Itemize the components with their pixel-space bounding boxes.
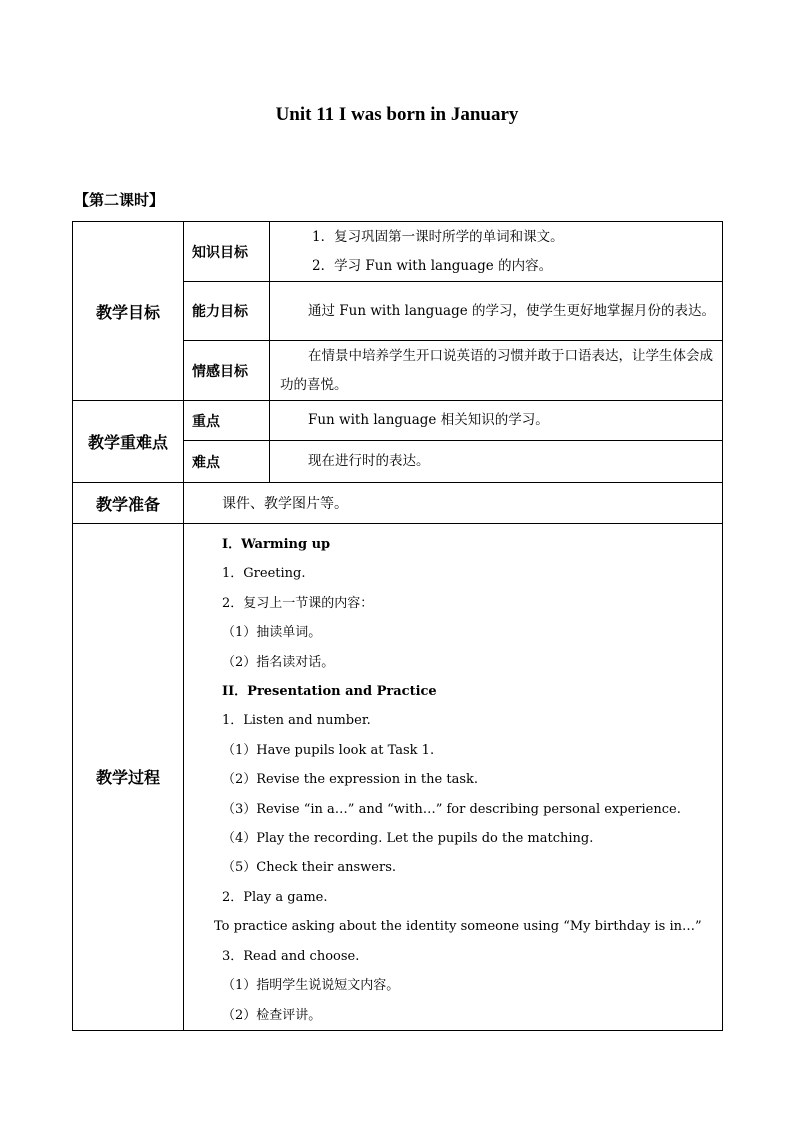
- category-process: 教学过程: [73, 524, 184, 1031]
- emotion-objective-text: 在情景中培养学生开口说英语的习惯并敢于口语表达，让学生体会成功的喜悦。: [270, 341, 723, 401]
- knowledge-line-1: 1．复习巩固第一课时所学的单词和课文。: [312, 228, 564, 245]
- label-key-point: 重点: [184, 401, 270, 441]
- process-line: （4）Play the recording. Let the pupils do the matching.: [222, 831, 594, 847]
- process-line: （2）指名读对话。: [222, 654, 335, 670]
- label-ability-objective: 能力目标: [184, 282, 270, 341]
- label-difficult-point: 难点: [184, 441, 270, 483]
- row-process: [73, 524, 723, 1031]
- row-preparation: [73, 483, 723, 524]
- process-line: （1）抽读单词。: [222, 625, 322, 641]
- process-line: （1）Have pupils look at Task 1.: [222, 742, 435, 758]
- process-line: （5）Check their answers.: [222, 860, 397, 876]
- process-line: （3）Revise “in a…” and “with…” for describing personal experience.: [222, 801, 681, 817]
- category-preparation: 教学准备: [73, 483, 184, 524]
- ability-objective-text: 通过 Fun with language 的学习，使学生更好地掌握月份的表达。: [270, 282, 723, 341]
- lesson-label: 【第二课时】: [74, 191, 165, 209]
- label-emotion-objective: 情感目标: [184, 341, 270, 401]
- process-line: 1．Listen and number.: [222, 713, 371, 729]
- knowledge-line-2: 2．学习 Fun with language 的内容。: [312, 257, 553, 274]
- process-line: 2．Play a game.: [222, 889, 328, 905]
- process-line: 1．Greeting.: [222, 566, 306, 582]
- process-line: 2．复习上一节课的内容：: [222, 595, 374, 611]
- process-line: （2）Revise the expression in the task.: [222, 772, 479, 788]
- category-key-points: 教学重难点: [73, 401, 184, 483]
- label-knowledge-objective: 知识目标: [184, 222, 270, 282]
- process-line: I．Warming up: [222, 537, 331, 552]
- knowledge-objective-content: [270, 222, 723, 282]
- row-knowledge-objective: [73, 222, 723, 282]
- process-line: （1）指明学生说说短文内容。: [222, 978, 400, 994]
- process-line: II．Presentation and Practice: [222, 684, 437, 700]
- row-key-point: [73, 401, 723, 441]
- process-line: （2）检查评讲。: [222, 1007, 322, 1023]
- category-objectives: 教学目标: [73, 222, 184, 401]
- process-line: To practice asking about the identity someone using “My birthday is in…”: [214, 919, 702, 935]
- process-content: [184, 524, 723, 1031]
- preparation-text: 课件、教学图片等。: [184, 483, 723, 524]
- key-point-text: Fun with language 相关知识的学习。: [270, 401, 723, 441]
- lesson-plan-table: [72, 221, 723, 1031]
- difficult-point-text: 现在进行时的表达。: [270, 441, 723, 483]
- process-line: 3．Read and choose.: [222, 948, 360, 964]
- document-title: Unit 11 I was born in January: [275, 104, 519, 125]
